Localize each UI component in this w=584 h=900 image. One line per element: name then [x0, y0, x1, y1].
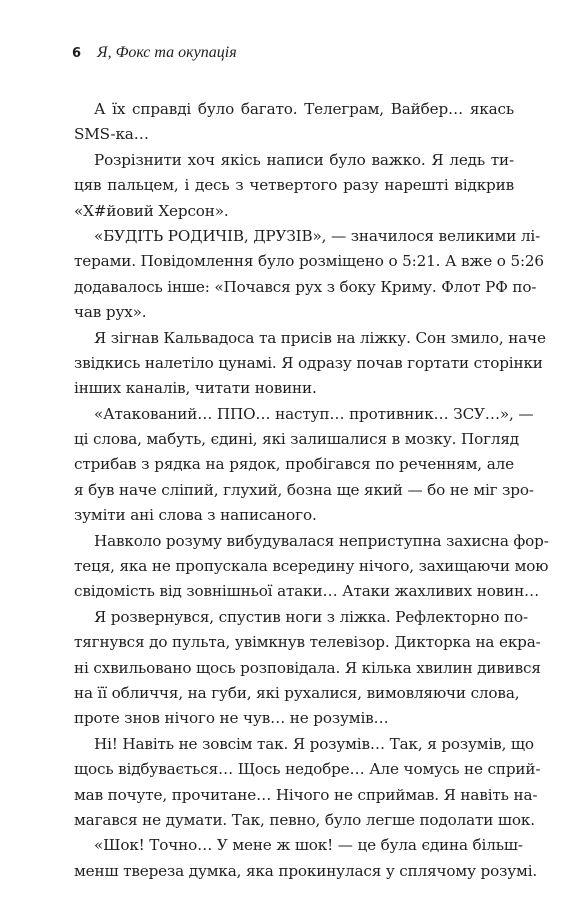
text-line: мав почуте, прочитане… Нічого не сприймав. Я навіть на-: [74, 785, 538, 804]
text-line: тягнувся до пульта, увімкнув телевізор. Дикторка на екра-: [74, 633, 541, 652]
text-line: додавалось інше: «Почався рух з боку Криму. Флот РФ по-: [74, 277, 537, 296]
text-line: звідкись налетіло цунамі. Я одразу почав гортати сторінки: [74, 353, 543, 372]
text-line: Я зігнав Кальвадоса та присів на ліжку. Сон змило, наче: [94, 328, 546, 347]
text-line: інших каналів, читати новини.: [74, 379, 317, 398]
text-line: на її обличчя, на губи, які рухалися, вимовляючи слова,: [74, 683, 520, 702]
text-line: ні схвильовано щось розповідала. Я кілька хвилин дивився: [74, 658, 541, 677]
paragraph: [74, 529, 549, 605]
text-line: «Х#йовий Херсон».: [74, 201, 229, 220]
paragraph: [74, 833, 538, 884]
paragraph: [74, 402, 534, 529]
paragraph: [74, 148, 514, 224]
text-line: «Шок! Точно… У мене ж шок! — це була єдина більш-: [94, 836, 523, 855]
page-number: 6: [72, 46, 82, 61]
text-line: чав рух».: [74, 303, 147, 322]
text-line: магався не думати. Так, певно, було легше подолати шок.: [74, 810, 535, 829]
text-line: «БУДІТЬ РОДИЧІВ, ДРУЗІВ», — значилося великими лі-: [94, 226, 541, 245]
text-line: цяв пальцем, і десь з четвертого разу нарешті відкрив: [74, 176, 514, 195]
text-line: Я розвернувся, спустив ноги з ліжка. Рефлекторно по-: [94, 607, 528, 626]
text-line: терами. Повідомлення було розміщено о 5:21. А вже о 5:26: [74, 252, 544, 271]
text-line: стрибав з рядка на рядок, пробігався по реченням, але: [74, 455, 514, 474]
text-line: я був наче сліпий, глухий, бозна ще який — бо не міг зро-: [74, 480, 534, 499]
text-line: теця, яка не пропускала всередину нічого, захищаючи мою: [74, 557, 549, 576]
paragraph: [74, 326, 546, 402]
text-line: менш твереза думка, яка прокинулася у сплячому розумі.: [74, 861, 538, 880]
paragraph: [74, 605, 541, 732]
book-title: Я, Фокс та окупація: [97, 44, 237, 61]
text-line: свідомість від зовнішньої атаки… Атаки жахливих новин…: [74, 582, 540, 601]
paragraph: [74, 97, 514, 148]
text-line: ці слова, мабуть, єдині, які залишалися в мозку. Погляд: [74, 430, 520, 449]
text-line: щось відбувається… Щось недобре… Але чомусь не сприй-: [74, 760, 541, 779]
text-line: зуміти ані слова з написаного.: [74, 506, 317, 525]
body-text: [74, 97, 549, 884]
running-header: [72, 44, 237, 63]
text-line: А їх справді було багато. Телеграм, Вайбер… якась: [94, 100, 514, 118]
paragraph: [74, 224, 544, 326]
text-line: Розрізнити хоч якісь написи було важко. Я ледь ти-: [94, 150, 514, 169]
text-line: «Атакований… ППО… наступ… противник… ЗСУ…», —: [94, 404, 534, 423]
text-line: Навколо розуму вибудувалася неприступна захисна фор-: [94, 531, 549, 550]
paragraph: [74, 732, 541, 834]
text-line: Ні! Навіть не зовсім так. Я розумів… Так, я розумів, що: [94, 734, 534, 753]
text-line: SMS-ка…: [74, 125, 149, 144]
text-line: проте знов нічого не чув… не розумів…: [74, 709, 389, 728]
